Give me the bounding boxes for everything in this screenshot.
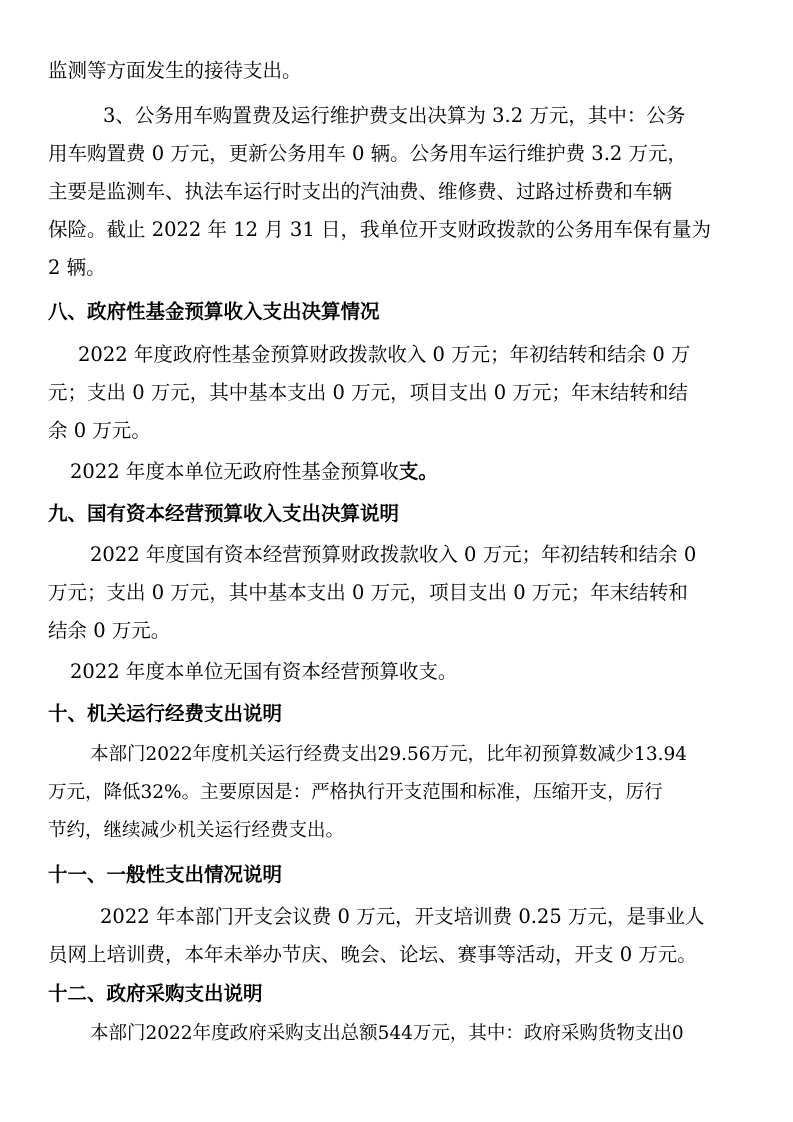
paragraph-line: 2022 年本部门开支会议费 0 万元，开支培训费 0.25 万元，是事业人 [100,905,705,928]
paragraph-line: 保险。截止 2022 年 12 月 31 日，我单位开支财政拨款的公务用车保有量为 [48,218,711,241]
paragraph-line: 主要是监测车、执法车运行时支出的汽油费、维修费、过路过桥费和车辆 [48,180,673,203]
paragraph-line [70,658,740,686]
section-heading-11: 十一、一般性支出情况说明 [48,863,283,886]
paragraph-line: 2022 年度国有资本经营预算财政拨款收入 0 万元；年初结转和结余 0 [90,543,697,566]
paragraph-line: 用车购置费 0 万元，更新公务用车 0 辆。公务用车运行维护费 3.2 万元， [48,142,688,165]
text-run: 2022 年度本单位无政府性基金预算收 [70,460,399,483]
paragraph-line: 结余 0 万元。 [48,619,171,642]
text-run: 2022 年度本单位无 [70,660,243,683]
paragraph-line: 2022 年度政府性基金预算财政拨款收入 0 万元；年初结转和结余 0 万 [78,343,691,366]
section-heading-12: 十二、政府采购支出说明 [48,982,263,1005]
paragraph-line: 元；支出 0 万元，其中基本支出 0 万元，项目支出 0 万元；年末结转和结 [48,381,688,404]
text-run-bold: 支。 [398,460,438,483]
section-heading-8: 八、政府性基金预算收入支出决算情况 [48,300,380,323]
paragraph-line: 本部门2022年度机关运行经费支出29.56万元，比年初预算数减少13.94 [90,744,688,765]
text-run-sans: 国有资本经营预算收支。 [242,660,458,683]
paragraph-line [70,458,740,486]
paragraph-line: 万元；支出 0 万元，其中基本支出 0 万元，项目支出 0 万元；年末结转和 [48,581,688,604]
section-heading-9: 九、国有资本经营预算收入支出决算说明 [48,502,400,525]
paragraph-line: 员网上培训费，本年未举办节庆、晚会、论坛、赛事等活动，开支 0 万元。 [48,943,697,966]
paragraph-line: 余 0 万元。 [48,419,151,442]
section-heading-10: 十、机关运行经费支出说明 [48,702,283,725]
paragraph-line: 2 辆。 [48,256,106,279]
paragraph-line: 节约，继续减少机关运行经费支出。 [48,820,345,841]
paragraph-line: 本部门2022年度政府采购支出总额544万元，其中：政府采购货物支出0 [90,1023,684,1044]
paragraph-line: 监测等方面发生的接待支出。 [48,59,302,82]
paragraph-line: 万元，降低32%。主要原因是：严格执行开支范围和标准，压缩开支，厉行 [48,782,663,803]
paragraph-line: 3、公务用车购置费及运行维护费支出决算为 3.2 万元，其中：公务 [103,104,686,127]
